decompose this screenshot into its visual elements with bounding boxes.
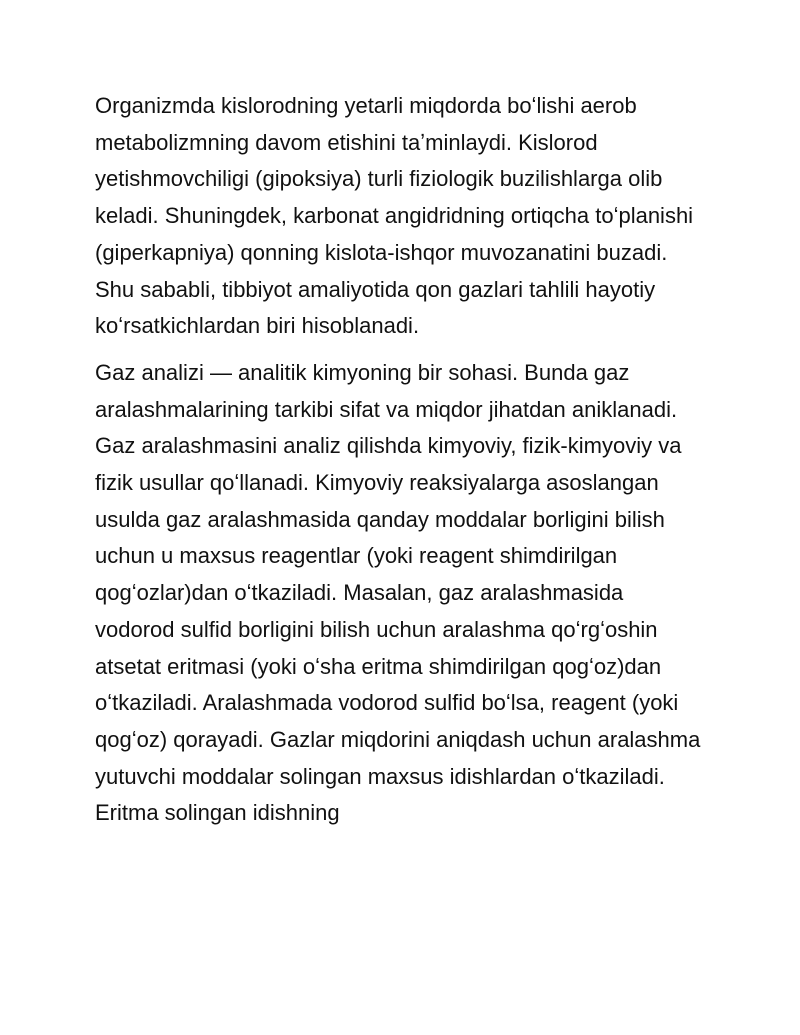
paragraph-aerobic-metabolism: Organizmda kislorodning yetarli miqdorda boʻlishi aerob metabolizmning davom etishini taʼminlaydi. Kislorod yetishmovchiligi (gipoksiya) turli fiziologik buzilishlarga olib keladi. Shuningdek, karbonat angidridning ortiqcha toʻplanishi (giperkapniya) qonning kislota-ishqor muvozanatini buzadi. Shu sababli, tibbiyot amaliyotida qon gazlari tahlili hayotiy koʻrsatkichlardan biri hisoblanadi. xyxy=(95,93,694,339)
document-body xyxy=(95,88,705,842)
paragraph-gas-analysis: Gaz analizi — analitik kimyoning bir sohasi. Bunda gaz aralashmalarining tarkibi sifat va miqdor jihatdan aniklanadi. Gaz aralashmasini analiz qilishda kimyoviy, fizik-kimyoviy va fizik usullar qoʻllanadi. Kimyoviy reaksiyalarga asoslangan usulda gaz aralashmasida qanday moddalar borligini bilish uchun u maxsus reagentlar (yoki reagent shimdirilgan qogʻozlar)dan oʻtkaziladi. Masalan, gaz aralashmasida vodorod sulfid borligini bilish uchun aralashma qoʻrgʻoshin atsetat eritmasi (yoki oʻsha eritma shimdirilgan qogʻoz)dan oʻtkaziladi. Aralashmada vodorod sulfid boʻlsa, reagent (yoki qogʻoz) qorayadi. Gazlar miqdorini aniqdash uchun aralashma yutuvchi moddalar solingan maxsus idishlardan oʻtkaziladi. Eritma solingan idishning xyxy=(95,359,701,826)
